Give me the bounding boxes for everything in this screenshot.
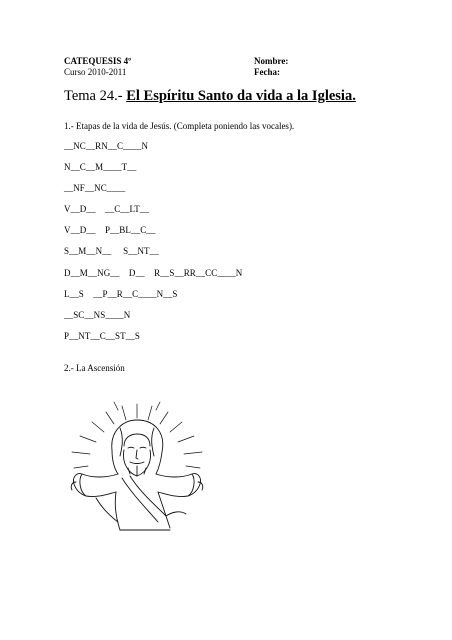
blank-word-item: S__M__N__ S__NT__ [64, 246, 159, 256]
page-title [64, 88, 356, 105]
blank-word-item: P__NT__C__ST__S [64, 331, 141, 341]
header-right [254, 56, 288, 78]
blank-word-item: __NC__RN__C____N [64, 141, 149, 151]
header-left [64, 56, 131, 78]
title-main: El Espíritu Santo da vida a la Iglesia. [126, 88, 356, 104]
blank-word-item: L__S __P__R__C____N__S [64, 289, 178, 299]
school-year: Curso 2010-2011 [64, 67, 127, 77]
section2-heading: 2.- La Ascensión [64, 363, 125, 373]
blank-word-item: V__D__ P__BL__C__ [64, 225, 156, 235]
blank-word-item: D__M__NG__ D__ R__S__RR__CC____N [64, 268, 243, 278]
blank-word-item: V__D__ __C__LT__ [64, 204, 150, 214]
blank-word-item: __NF__NC____ [64, 183, 126, 193]
jesus-ascension-drawing-icon [62, 398, 212, 533]
blank-word-item: __SC__NS____N [64, 310, 131, 320]
section1-instruction: 1.- Etapas de la vida de Jesús. (Completa poniendo las vocales). [64, 121, 295, 131]
blank-word-item: N__C__M____T__ [64, 162, 137, 172]
name-label: Nombre: [254, 56, 289, 66]
course-label: CATEQUESIS 4º [64, 56, 132, 66]
date-label: Fecha: [254, 67, 280, 77]
title-prefix: Tema 24.- [64, 88, 127, 104]
